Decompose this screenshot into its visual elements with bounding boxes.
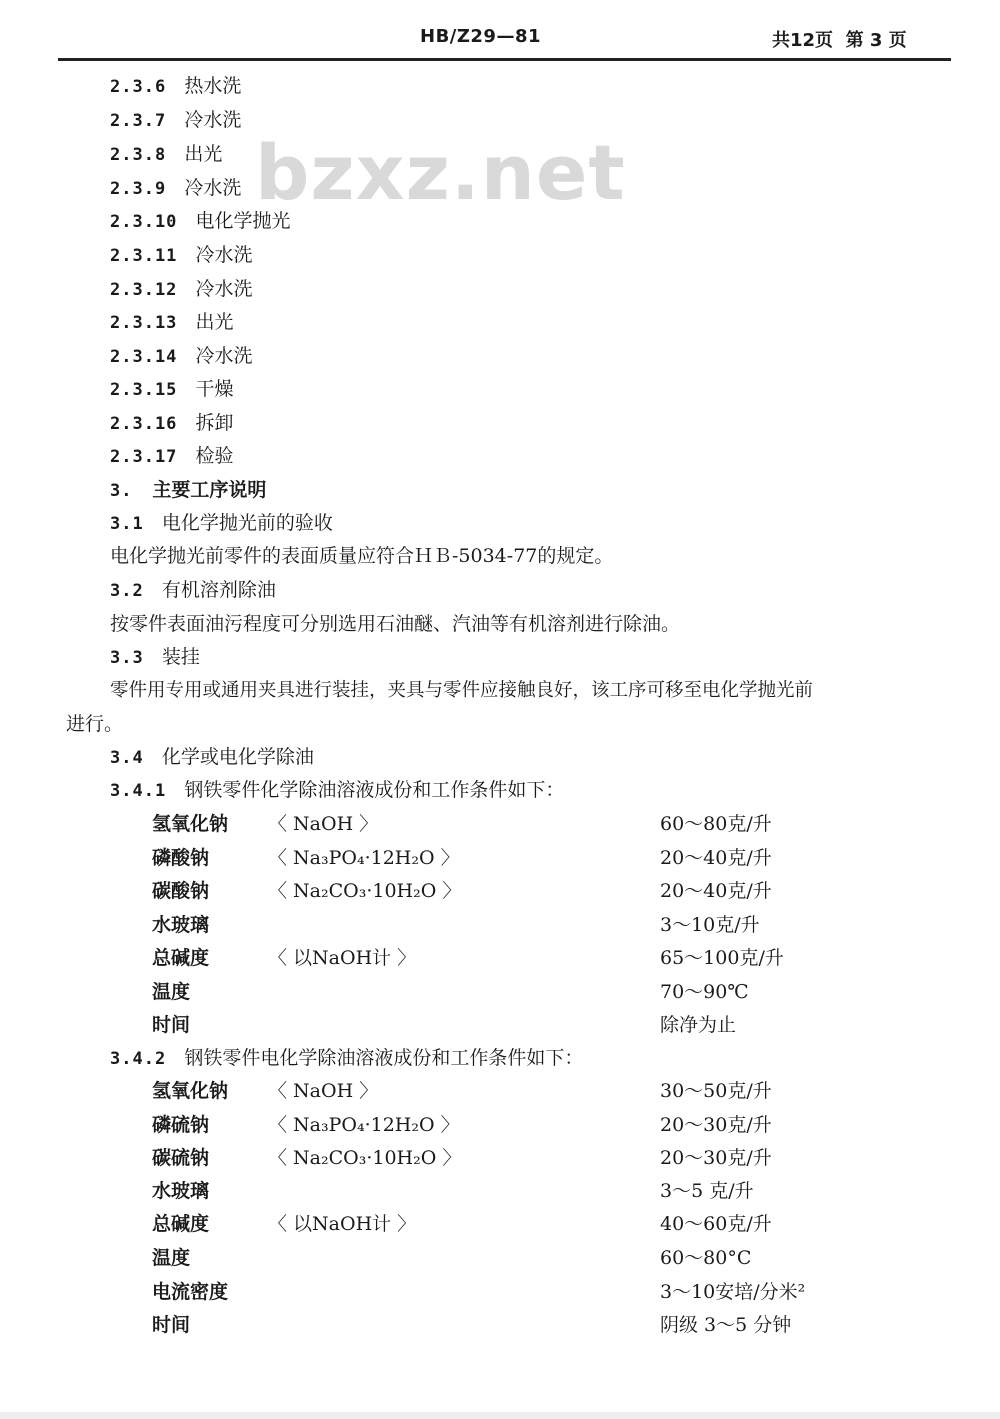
- component-name: 温度: [152, 1247, 191, 1269]
- component-value: 30～50克/升: [660, 1080, 772, 1102]
- step-item: [110, 411, 234, 436]
- subsection-title: 有机溶剂除油: [161, 579, 276, 601]
- step-text: 电化学抛光: [195, 210, 291, 232]
- component-value: 除净为止: [660, 1014, 737, 1036]
- step-number: 2.3.16: [110, 414, 178, 434]
- step-item: [110, 377, 234, 402]
- component-name: 总碱度: [152, 947, 210, 969]
- component-formula: 〈 以NaOH计 〉: [268, 1213, 417, 1235]
- paragraph: 电化学抛光前零件的表面质量应符合ＨＢ-5034-77的规定。: [110, 545, 614, 567]
- component-formula: 〈 Na₂CO₃·10H₂O 〉: [268, 880, 462, 902]
- component-value: 20～30克/升: [660, 1114, 772, 1136]
- step-item: [110, 444, 234, 469]
- step-item: [110, 310, 234, 335]
- step-number: 2.3.15: [110, 380, 178, 400]
- component-name: 磷酸钠: [152, 847, 210, 869]
- component-name: 温度: [152, 981, 191, 1003]
- paragraph: 零件用专用或通用夹具进行装挂，夹具与零件应接触良好，该工序可移至电化学抛光前: [110, 680, 814, 701]
- step-text: 冷水洗: [195, 244, 253, 266]
- step-text: 拆卸: [195, 412, 234, 434]
- component-value: 60～80克/升: [660, 813, 772, 835]
- subsection-number: 3.4.2: [110, 1049, 167, 1069]
- component-formula: 〈 以NaOH计 〉: [268, 947, 417, 969]
- component-formula: 〈 NaOH 〉: [268, 813, 379, 835]
- component-name: 水玻璃: [152, 914, 210, 936]
- component-formula: 〈 Na₃PO₄·12H₂O 〉: [268, 1114, 460, 1136]
- subsection-title: 钢铁零件电化学除油溶液成份和工作条件如下：: [184, 1047, 584, 1069]
- subsection-heading: [110, 745, 314, 770]
- step-item: [110, 176, 241, 201]
- component-name: 水玻璃: [152, 1180, 210, 1202]
- step-text: 冷水洗: [195, 345, 253, 367]
- component-name: 时间: [152, 1314, 191, 1336]
- component-formula: 〈 NaOH 〉: [268, 1080, 379, 1102]
- step-number: 2.3.17: [110, 447, 178, 467]
- component-value: 60～80°C: [660, 1247, 752, 1269]
- step-number: 2.3.11: [110, 246, 178, 266]
- subsection-number: 3.3: [110, 648, 144, 668]
- component-name: 磷硫钠: [152, 1114, 210, 1136]
- standard-code: HB/Z29—81: [420, 26, 542, 47]
- step-text: 热水洗: [184, 75, 242, 97]
- watermark: bzxz.net: [255, 128, 626, 217]
- component-formula: 〈 Na₃PO₄·12H₂O 〉: [268, 847, 460, 869]
- step-text: 出光: [184, 143, 223, 165]
- subsection-heading: [110, 1046, 583, 1071]
- subsection-title: 化学或电化学除油: [161, 746, 314, 768]
- component-name: 时间: [152, 1014, 191, 1036]
- component-value: 70～90℃: [660, 981, 749, 1003]
- subsection-title: 装挂: [161, 646, 200, 668]
- step-text: 干燥: [195, 378, 234, 400]
- component-name: 碳硫钠: [152, 1147, 210, 1169]
- step-text: 检验: [195, 445, 234, 467]
- section-number: 3.: [110, 481, 133, 501]
- step-number: 2.3.9: [110, 179, 167, 199]
- step-item: [110, 108, 241, 133]
- subsection-heading: [110, 511, 333, 536]
- component-formula: 〈 Na₂CO₃·10H₂O 〉: [268, 1147, 462, 1169]
- subsection-number: 3.4: [110, 748, 144, 768]
- section-heading: [110, 478, 266, 503]
- subsection-heading: [110, 578, 276, 603]
- component-name: 氢氧化钠: [152, 813, 229, 835]
- component-name: 碳酸钠: [152, 880, 210, 902]
- paragraph: 按零件表面油污程度可分别选用石油醚、汽油等有机溶剂进行除油。: [110, 613, 681, 635]
- page-bottom-edge: [0, 1412, 1000, 1419]
- step-number: 2.3.10: [110, 212, 178, 232]
- subsection-heading: [110, 645, 200, 670]
- subsection-title: 电化学抛光前的验收: [161, 512, 333, 534]
- step-text: 冷水洗: [184, 109, 242, 131]
- paragraph-continuation: 进行。: [66, 713, 124, 735]
- subsection-number: 3.4.1: [110, 781, 167, 801]
- step-number: 2.3.13: [110, 313, 178, 333]
- subsection-number: 3.1: [110, 514, 144, 534]
- page-indicator: 共12页 第 3 页: [772, 30, 907, 51]
- step-item: [110, 344, 253, 369]
- component-value: 3～10克/升: [660, 914, 760, 936]
- step-item: [110, 243, 253, 268]
- component-value: 20～40克/升: [660, 847, 772, 869]
- component-value: 65～100克/升: [660, 947, 784, 969]
- subsection-number: 3.2: [110, 581, 144, 601]
- component-name: 氢氧化钠: [152, 1080, 229, 1102]
- component-value: 3～10安培/分米²: [660, 1281, 806, 1303]
- component-name: 电流密度: [152, 1281, 229, 1303]
- step-item: [110, 74, 241, 99]
- component-name: 总碱度: [152, 1213, 210, 1235]
- step-text: 冷水洗: [184, 177, 242, 199]
- subsection-title: 钢铁零件化学除油溶液成份和工作条件如下：: [184, 779, 565, 801]
- step-number: 2.3.6: [110, 77, 167, 97]
- step-item: [110, 142, 222, 167]
- section-title: 主要工序说明: [152, 479, 267, 501]
- step-number: 2.3.7: [110, 111, 167, 131]
- step-number: 2.3.12: [110, 280, 178, 300]
- component-value: 3～5 克/升: [660, 1180, 754, 1202]
- header-rule: [58, 58, 951, 61]
- component-value: 20～40克/升: [660, 880, 772, 902]
- step-number: 2.3.14: [110, 347, 178, 367]
- step-number: 2.3.8: [110, 145, 167, 165]
- step-text: 冷水洗: [195, 278, 253, 300]
- component-value: 阴级 3～5 分钟: [660, 1314, 792, 1336]
- step-text: 出光: [195, 311, 234, 333]
- component-value: 40～60克/升: [660, 1213, 772, 1235]
- step-item: [110, 209, 291, 234]
- subsection-heading: [110, 778, 564, 803]
- component-value: 20～30克/升: [660, 1147, 772, 1169]
- step-item: [110, 277, 253, 302]
